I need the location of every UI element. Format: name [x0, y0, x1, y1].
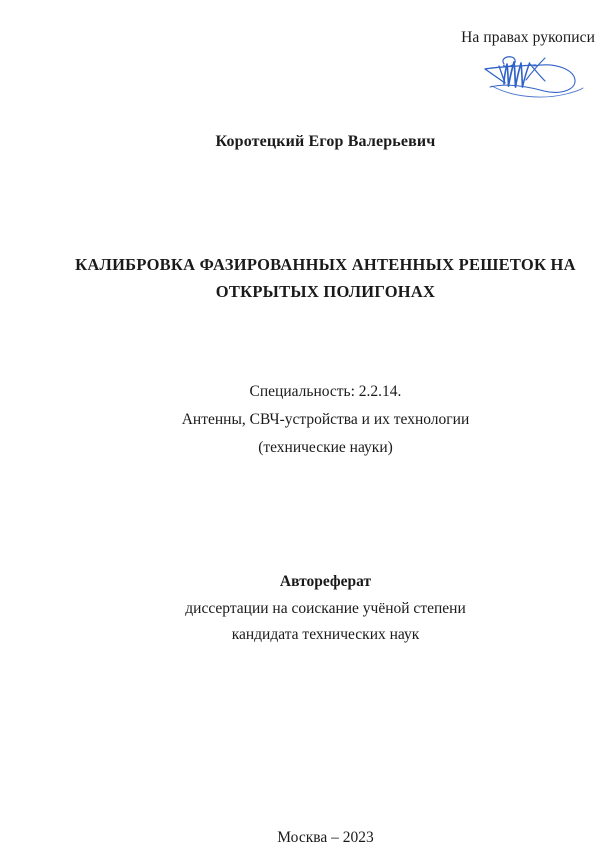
abstract-heading: Автореферат — [279, 573, 372, 590]
signature-area — [375, 50, 587, 102]
abstract-line-2: кандидата технических наук — [231, 626, 420, 643]
abstract-block — [0, 569, 611, 649]
abstract-line-1: диссертации на соискание учёной степени — [185, 599, 466, 617]
specialty-name: Антенны, СВЧ-устройства и их технологии — [181, 411, 470, 428]
specialty-code: Специальность: 2.2.14. — [249, 383, 402, 400]
title-line-1: КАЛИБРОВКА ФАЗИРОВАННЫХ АНТЕННЫХ РЕШЕТОК НА — [75, 255, 576, 274]
manuscript-notice-block — [375, 28, 595, 102]
handwritten-signature-icon — [482, 50, 587, 102]
author-name: Коротецкий Егор Валерьевич — [215, 133, 436, 150]
page-title — [0, 251, 611, 305]
title-line-2: ОТКРЫТЫХ ПОЛИГОНАХ — [215, 282, 436, 301]
specialty-branch: (технические науки) — [258, 439, 393, 456]
manuscript-notice-text: На правах рукописи — [461, 29, 595, 46]
imprint-city-year: Москва – 2023 — [277, 829, 374, 846]
specialty-block — [0, 378, 611, 462]
